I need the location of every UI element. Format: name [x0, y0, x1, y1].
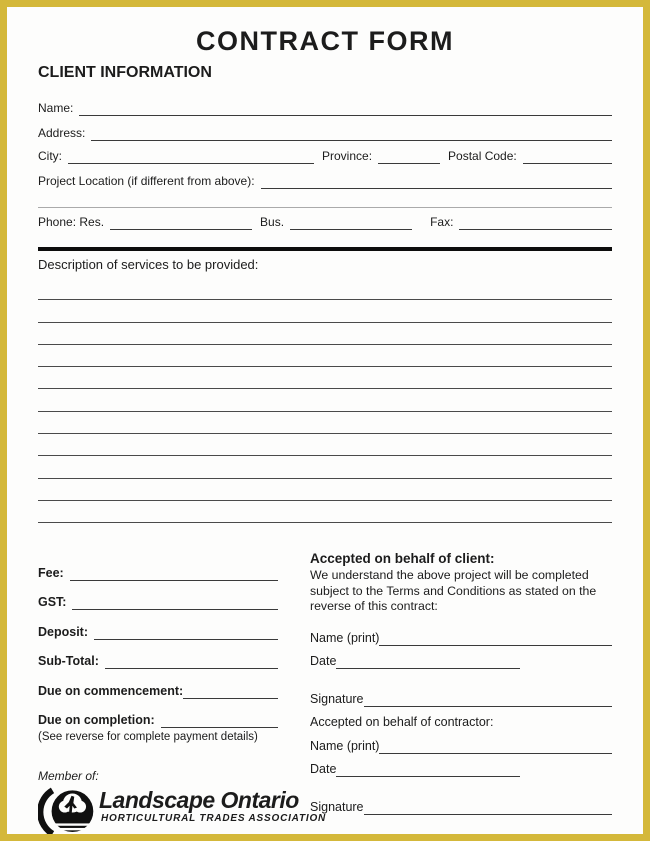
province-field[interactable]: [378, 150, 440, 164]
due-completion-row: [38, 699, 278, 729]
contractor-date-field[interactable]: [336, 763, 520, 777]
name-label: Name:: [38, 101, 74, 115]
phone-row: [38, 206, 612, 230]
subtotal-row: [38, 640, 278, 670]
thick-divider: [38, 247, 612, 251]
bottom-section: [38, 551, 612, 841]
project-location-field[interactable]: [261, 175, 612, 189]
client-date-field[interactable]: [336, 655, 520, 669]
contractor-date-row: [310, 754, 612, 777]
landscape-ontario-tree-icon: [38, 785, 96, 841]
contractor-name-print-label: Name (print): [310, 738, 380, 753]
description-label: Description of services to be provided:: [38, 257, 259, 272]
contractor-signature-field[interactable]: [364, 801, 612, 815]
client-date-label: Date: [310, 653, 337, 668]
client-signature-label: Signature: [310, 691, 364, 706]
project-location-label: Project Location (if different from above):: [38, 174, 255, 188]
accepted-contractor-heading: Accepted on behalf of contractor:: [310, 714, 494, 729]
gst-label: GST:: [38, 595, 67, 610]
logo-name: Landscape Ontario: [99, 787, 299, 814]
province-label: Province:: [322, 149, 373, 163]
name-row: [38, 92, 612, 116]
postal-code-label: Postal Code:: [448, 149, 517, 163]
gst-row: [38, 581, 278, 611]
fee-label: Fee:: [38, 565, 64, 580]
description-line[interactable]: [38, 501, 612, 523]
due-completion-field[interactable]: [161, 714, 278, 728]
reverse-note: (See reverse for complete payment details): [38, 731, 258, 744]
client-information-heading: CLIENT INFORMATION: [38, 64, 212, 81]
fee-row: [38, 551, 278, 581]
phone-res-field[interactable]: [110, 216, 252, 230]
subtotal-label: Sub-Total:: [38, 654, 99, 669]
client-name-print-field[interactable]: [379, 632, 612, 646]
description-line[interactable]: [38, 389, 612, 411]
contractor-signature-label: Signature: [310, 799, 364, 814]
address-label: Address:: [38, 126, 86, 140]
phone-bus-label: Bus.: [260, 215, 285, 229]
client-signature-field[interactable]: [364, 693, 612, 707]
description-line[interactable]: [38, 434, 612, 456]
description-line[interactable]: [38, 300, 612, 322]
logo-subtitle: HORTICULTURAL TRADES ASSOCIATION: [101, 813, 327, 825]
contractor-date-label: Date: [310, 761, 337, 776]
gst-field[interactable]: [72, 596, 278, 610]
fax-label: Fax:: [430, 215, 454, 229]
page-title: CONTRACT FORM: [196, 26, 454, 56]
deposit-row: [38, 610, 278, 640]
description-line[interactable]: [38, 323, 612, 345]
contractor-name-print-field[interactable]: [379, 740, 612, 754]
due-commencement-field[interactable]: [183, 685, 278, 699]
landscape-ontario-logo: [38, 785, 327, 841]
client-name-print-label: Name (print): [310, 630, 380, 645]
fax-field[interactable]: [459, 216, 612, 230]
client-name-row: [310, 623, 612, 646]
description-lines: [38, 278, 612, 523]
member-of-label: Member of:: [38, 769, 99, 784]
contractor-signature-row: [310, 792, 612, 815]
deposit-field[interactable]: [94, 626, 278, 640]
subtotal-field[interactable]: [105, 655, 278, 669]
accepted-client-heading: Accepted on behalf of client:: [310, 551, 495, 567]
fee-field[interactable]: [70, 567, 278, 581]
address-field[interactable]: [91, 127, 612, 141]
postal-code-field[interactable]: [523, 150, 612, 164]
contractor-name-row: [310, 731, 612, 754]
phone-bus-field[interactable]: [290, 216, 412, 230]
phone-res-label: Phone: Res.: [38, 215, 105, 229]
description-line[interactable]: [38, 456, 612, 478]
deposit-label: Deposit:: [38, 624, 88, 639]
due-commencement-row: [38, 669, 278, 699]
city-label: City:: [38, 149, 62, 163]
city-row: [38, 140, 612, 164]
description-line[interactable]: [38, 479, 612, 501]
city-field[interactable]: [68, 150, 314, 164]
description-line[interactable]: [38, 412, 612, 434]
name-field[interactable]: [79, 102, 612, 116]
client-signature-row: [310, 684, 612, 707]
client-terms-text: We understand the above project will be completed subject to the Terms and Conditions as stated on the reverse of this contract:: [310, 568, 597, 614]
description-line[interactable]: [38, 345, 612, 367]
acceptance-column: [310, 551, 612, 841]
description-line[interactable]: [38, 278, 612, 300]
description-line[interactable]: [38, 367, 612, 389]
address-row: [38, 117, 612, 141]
project-location-row: [38, 165, 612, 189]
client-date-row: [310, 646, 612, 669]
due-completion-label: Due on completion:: [38, 713, 155, 728]
due-commencement-label: Due on commencement:: [38, 683, 184, 698]
logo-text: [99, 788, 326, 824]
